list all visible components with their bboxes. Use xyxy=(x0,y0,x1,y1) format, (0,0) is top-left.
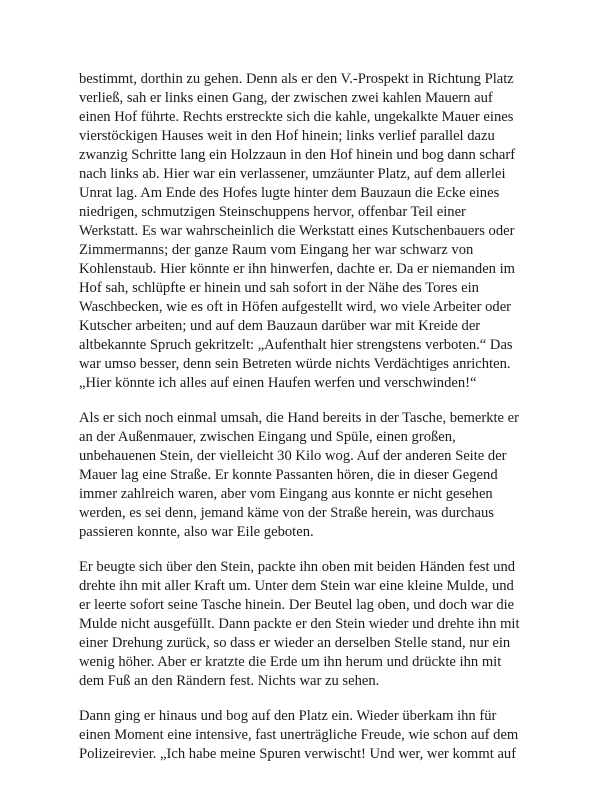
text-line: einer Drehung zurück, so dass er wieder an derselben Stelle stand, nur ein xyxy=(79,635,511,651)
paragraph-4 xyxy=(79,707,533,764)
text-line: einen Hof führte. Rechts erstreckte sich die kahle, ungekalkte Mauer eines xyxy=(79,109,514,125)
text-line: zwanzig Schritte lang ein Holzzaun in den Hof hinein und bog dann scharf xyxy=(79,147,516,163)
text-line: altbekannte Spruch gekritzelt: „Aufenthalt hier strengstens verboten.“ Das xyxy=(79,337,513,353)
text-line: Als er sich noch einmal umsah, die Hand bereits in der Tasche, bemerkte er xyxy=(79,410,520,426)
text-line: dem Fuß an den Rändern fest. Nichts war zu sehen. xyxy=(79,673,380,689)
text-line: Zimmermanns; der ganze Raum vom Eingang her war schwarz von xyxy=(79,242,474,258)
text-line: immer zahlreich waren, aber vom Eingang aus konnte er nicht gesehen xyxy=(79,486,493,502)
text-line: Dann ging er hinaus und bog auf den Platz ein. Wieder überkam ihn für xyxy=(79,708,497,724)
text-line: niedrigen, schmutzigen Steinschuppens hervor, offenbar Teil einer xyxy=(79,204,466,220)
text-line: Mulde nicht ausgefüllt. Dann packte er den Stein wieder und drehte ihn mit xyxy=(79,616,520,632)
text-line: Er beugte sich über den Stein, packte ihn oben mit beiden Händen fest und xyxy=(79,559,516,575)
text-line: wenig höher. Aber er kratzte die Erde um ihn herum und drückte ihn mit xyxy=(79,654,502,670)
text-line: an der Außenmauer, zwischen Eingang und Spüle, einen großen, xyxy=(79,429,456,445)
text-line: passieren konnte, also war Eile geboten. xyxy=(79,524,314,540)
paragraph-2 xyxy=(79,409,533,542)
text-line: er leerte sofort seine Tasche hinein. Der Beutel lag oben, und doch war die xyxy=(79,597,515,613)
text-line: war umso besser, denn sein Betreten würde nichts Verdächtiges anrichten. xyxy=(79,356,511,372)
text-line: unbehauenen Stein, der vielleicht 30 Kilo wog. Auf der anderen Seite der xyxy=(79,448,507,464)
text-line: Unrat lag. Am Ende des Hofes lugte hinter dem Bauzaun die Ecke eines xyxy=(79,185,500,201)
text-line: Kohlenstaub. Hier könnte er ihn hinwerfen, dachte er. Da er niemanden im xyxy=(79,261,516,277)
text-line: bestimmt, dorthin zu gehen. Denn als er den V.-Prospekt in Richtung Platz xyxy=(79,71,514,87)
text-line: „Hier könnte ich alles auf einen Haufen werfen und verschwinden!“ xyxy=(79,375,477,391)
text-line: Waschbecken, wie es oft in Höfen aufgestellt wird, wo viele Arbeiter oder xyxy=(79,299,512,315)
text-line: verließ, sah er links einen Gang, der zwischen zwei kahlen Mauern auf xyxy=(79,90,493,106)
text-line: Werkstatt. Es war wahrscheinlich die Werkstatt eines Kutschenbauers oder xyxy=(79,223,515,239)
text-line: vierstöckigen Hauses weit in den Hof hinein; links verlief parallel dazu xyxy=(79,128,495,144)
document-page xyxy=(79,70,533,780)
text-line: drehte ihn mit aller Kraft um. Unter dem Stein war eine kleine Mulde, und xyxy=(79,578,514,594)
paragraph-1 xyxy=(79,70,533,393)
text-line: werden, es sei denn, jemand käme von der Straße herein, was durchaus xyxy=(79,505,494,521)
text-line: Hof sah, schlüpfte er hinein und sah sofort in der Nähe des Tores ein xyxy=(79,280,479,296)
text-line: Polizeirevier. „Ich habe meine Spuren verwischt! Und wer, wer kommt auf xyxy=(79,746,517,762)
text-line: nach links ab. Hier war ein verlassener, umzäunter Platz, auf dem allerlei xyxy=(79,166,506,182)
paragraph-3 xyxy=(79,558,533,691)
text-line: Kutscher arbeiten; und auf dem Bauzaun darüber war mit Kreide der xyxy=(79,318,481,334)
text-line: einen Moment eine intensive, fast unerträgliche Freude, wie schon auf dem xyxy=(79,727,519,743)
text-line: Mauer lag eine Straße. Er konnte Passanten hören, die in dieser Gegend xyxy=(79,467,498,483)
